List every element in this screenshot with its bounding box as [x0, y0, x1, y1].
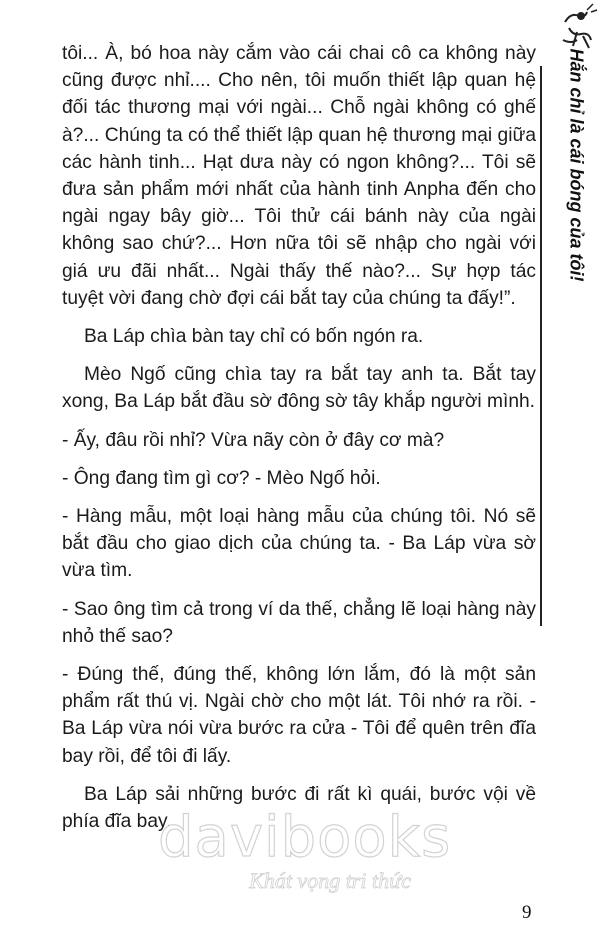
- paragraph-3: Mèo Ngố cũng chìa tay ra bắt tay anh ta. Bắt tay xong, Ba Láp bắt đầu sờ đông sờ tây khắp người mình.: [62, 364, 536, 413]
- sidebar-divider: [540, 66, 542, 626]
- watermark-brand: davibooks: [158, 805, 452, 870]
- publisher-watermark: [158, 805, 458, 908]
- running-title: Hắn chỉ là cái bóng của tôi!: [566, 48, 587, 282]
- running-header-sidebar: [539, 0, 600, 932]
- paragraph-5: - Ông đang tìm gì cơ? - Mèo Ngố hỏi.: [62, 467, 381, 489]
- paragraph-1: tôi... À, bó hoa này cắm vào cái chai cô ca không này cũng được nhỉ.... Cho nên, tôi muốn thiết lập quan hệ đối tác thương mại với ngài... Chỗ ngài không có ghế à?... Chúng ta có thể thiết lập quan hệ thương mại giữa các hành tinh... Hạt dưa này có ngon không?... Tôi sẽ đưa sản phẩm mới nhất của hành tinh Anpha đến cho ngài ngay bây giờ... Tôi thử cái bánh này của ngài không sao chứ?... Hơn nữa tôi sẽ nhập cho ngài với giá ưu đãi nhất... Ngài thấy thế nào?... Sự hợp tác tuyệt vời đang chờ đợi cái bắt tay của chúng ta đấy!”.: [62, 43, 536, 309]
- watermark-slogan: Khát vọng tri thức: [249, 868, 411, 893]
- paragraph-7: - Sao ông tìm cả trong ví da thế, chẳng lẽ loại hàng này nhỏ thế sao?: [62, 598, 536, 647]
- paragraph-8: - Đúng thế, đúng thế, không lớn lắm, đó là một sản phẩm rất thú vị. Ngài chờ cho một lát. Tôi nhớ ra rồi. - Ba Láp vừa nói vừa bước ra cửa - Tôi để quên trên đĩa bay rồi, để tôi đi lấy.: [62, 664, 536, 767]
- paragraph-9: Ba Láp sải những bước đi rất kì quái, bước vội về phía đĩa bay.: [62, 783, 536, 833]
- paragraph-4: - Ấy, đâu rồi nhỉ? Vừa nãy còn ở đây cơ mà?: [62, 429, 445, 451]
- page-number: 9: [522, 902, 532, 923]
- corner-illustration-icon: [557, 2, 599, 52]
- paragraph-6: - Hàng mẫu, một loại hàng mẫu của chúng tôi. Nó sẽ bắt đầu cho giao dịch của chúng ta. - Ba Láp vừa sờ vừa tìm.: [62, 506, 536, 582]
- paragraph-2: Ba Láp chìa bàn tay chỉ có bốn ngón ra.: [84, 326, 424, 348]
- page-body: [62, 40, 536, 846]
- running-title-wrap: [561, 48, 591, 282]
